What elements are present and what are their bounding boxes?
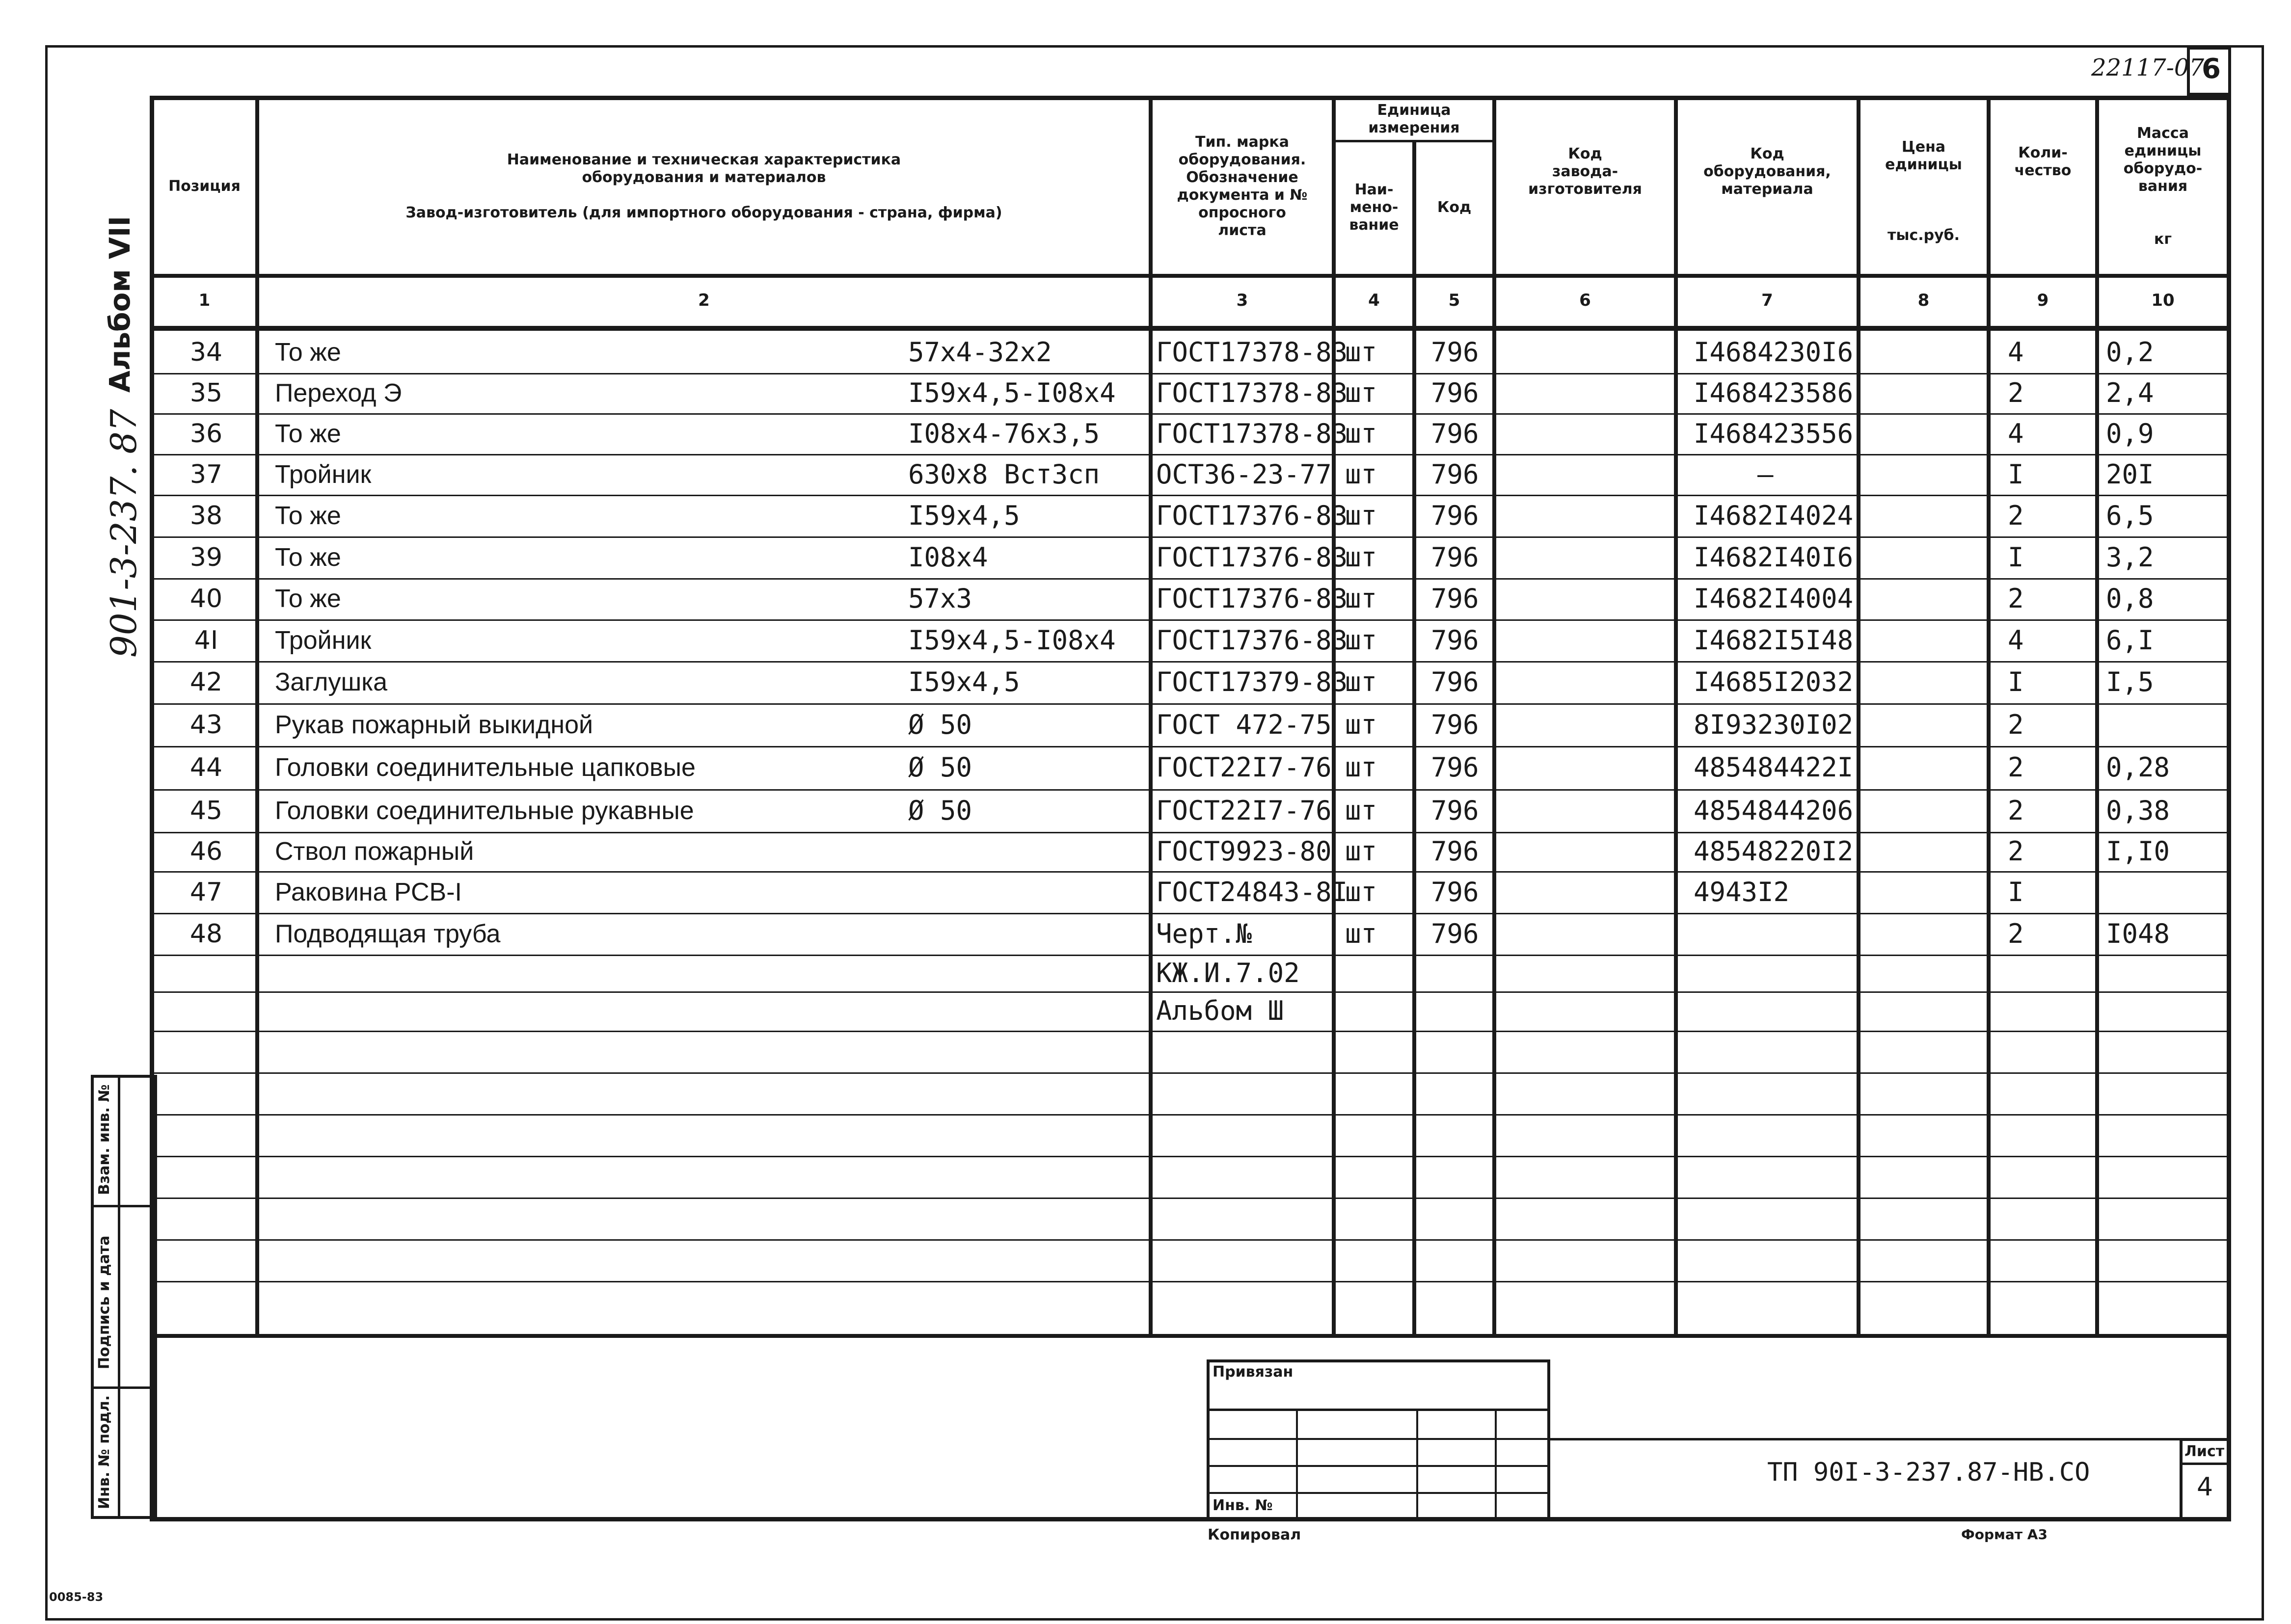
cell-unit-code: 796 bbox=[1431, 542, 1479, 573]
cell-unit-code: 796 bbox=[1431, 583, 1479, 614]
cell-spec: 57х4-32х2 bbox=[908, 337, 1052, 368]
cell-mass: I048 bbox=[2106, 918, 2170, 949]
cell-doc: ОСТ36-23-77 bbox=[1156, 459, 1332, 490]
cell-qty: I bbox=[2008, 666, 2024, 697]
cell-spec: Ø 50 bbox=[908, 752, 972, 783]
cell-spec: 57х3 bbox=[908, 583, 972, 614]
cell-doc: ГОСТ17376-83 bbox=[1156, 583, 1348, 614]
cell-name: Раковина РСВ-I bbox=[275, 878, 462, 906]
cell-mass: 0,38 bbox=[2106, 795, 2170, 826]
col-num-9: 9 bbox=[2037, 291, 2049, 310]
cell-pos: 34 bbox=[189, 338, 223, 367]
cell-unit: шт bbox=[1345, 752, 1377, 783]
cell-qty: 4 bbox=[2008, 337, 2024, 368]
cell-unit: шт bbox=[1345, 795, 1377, 826]
cell-pos: 37 bbox=[189, 460, 223, 489]
cell-doc: ГОСТ22I7-76 bbox=[1156, 752, 1332, 783]
cell-unit-code: 796 bbox=[1431, 709, 1479, 740]
cell-qty: I bbox=[2008, 877, 2024, 907]
cell-qty: I bbox=[2008, 459, 2024, 490]
cell-qty: 2 bbox=[2008, 709, 2024, 740]
cell-pos: 47 bbox=[189, 878, 223, 907]
cell-qty: 2 bbox=[2008, 795, 2024, 826]
cell-mat-code: 4854844206 bbox=[1694, 795, 1854, 826]
cell-mass: 0,9 bbox=[2106, 418, 2154, 449]
cell-mat-code: 48548220I2 bbox=[1694, 836, 1854, 867]
cell-name: Тройник bbox=[275, 460, 372, 489]
cell-pos: 44 bbox=[189, 753, 223, 782]
col-header-4: Наи- мено- вание bbox=[1349, 181, 1399, 234]
cell-mat-code: I4682I4024 bbox=[1694, 500, 1854, 531]
unit-group-header: Единица измерения bbox=[1368, 101, 1460, 136]
cell-mat-code: I4682I40I6 bbox=[1694, 542, 1854, 573]
col-num-6: 6 bbox=[1579, 291, 1591, 310]
col-header-8: Цена единицы тыс.руб. bbox=[1885, 138, 1962, 244]
col-header-10: Масса единицы оборудо- вания кг bbox=[2123, 125, 2203, 248]
cell-name: Заглушка bbox=[275, 668, 388, 696]
sign-date-label: Подпись и дата bbox=[96, 1235, 113, 1369]
cell-unit: шт bbox=[1345, 337, 1377, 368]
cell-pos: 48 bbox=[189, 919, 223, 949]
print-code: 0085-83 bbox=[49, 1590, 104, 1604]
cell-unit: шт bbox=[1345, 459, 1377, 490]
cell-unit-code: 796 bbox=[1431, 666, 1479, 697]
cell-unit: шт bbox=[1345, 709, 1377, 740]
cell-name: Переход Э bbox=[275, 379, 402, 407]
cell-doc: ГОСТ17378-83 bbox=[1156, 337, 1348, 368]
cell-name: То же bbox=[275, 420, 341, 448]
cell-spec: I59х4,5 bbox=[908, 666, 1020, 697]
cell-spec: I08х4 bbox=[908, 542, 988, 573]
sheet-label: Лист bbox=[2184, 1443, 2225, 1460]
cell-unit-code: 796 bbox=[1431, 795, 1479, 826]
cell-mass: 6,5 bbox=[2106, 500, 2154, 531]
col-num-10: 10 bbox=[2151, 291, 2175, 310]
cell-pos: 40 bbox=[189, 584, 223, 613]
doc-designation: ТП 90I-3-237.87-НВ.СО bbox=[1767, 1458, 2090, 1487]
cell-qty: 4 bbox=[2008, 625, 2024, 656]
cell-unit-code: 796 bbox=[1431, 337, 1479, 368]
cell-mat-code: I4682I5I48 bbox=[1694, 625, 1854, 656]
inv-label: Инв. № bbox=[1213, 1497, 1273, 1514]
cell-doc: КЖ.И.7.02 bbox=[1156, 958, 1300, 988]
cell-name: Подводящая труба bbox=[275, 920, 501, 948]
cell-doc: ГОСТ17379-83 bbox=[1156, 666, 1348, 697]
cell-pos: 42 bbox=[189, 667, 223, 697]
cell-name: Головки соединительные рукавные bbox=[275, 797, 694, 825]
cell-mat-code: I4682I4004 bbox=[1694, 583, 1854, 614]
col-header-5: Код bbox=[1437, 198, 1472, 216]
cell-unit: шт bbox=[1345, 500, 1377, 531]
cell-mat-code: 4943I2 bbox=[1694, 877, 1790, 907]
col-header-9: Коли- чество bbox=[2014, 144, 2072, 179]
cell-mass: 3,2 bbox=[2106, 542, 2154, 573]
col-header-1: Позиция bbox=[168, 178, 241, 195]
cell-mat-code: I4685I2032 bbox=[1694, 666, 1854, 697]
copied-by: Копировал bbox=[1208, 1526, 1301, 1544]
col-num-4: 4 bbox=[1368, 291, 1380, 310]
col-header-6: Код завода- изготовителя bbox=[1528, 145, 1642, 198]
cell-pos: 39 bbox=[189, 543, 223, 572]
cell-qty: 2 bbox=[2008, 377, 2024, 408]
doc-code: 22117-07 bbox=[2091, 54, 2204, 81]
cell-name: Тройник bbox=[275, 626, 372, 655]
cell-mass: I,5 bbox=[2106, 666, 2154, 697]
cell-pos: 36 bbox=[189, 419, 223, 449]
cell-spec: Ø 50 bbox=[908, 795, 972, 826]
cell-doc: ГОСТ17378-83 bbox=[1156, 377, 1348, 408]
cell-doc: ГОСТ 472-75 bbox=[1156, 709, 1332, 740]
cell-unit: шт bbox=[1345, 625, 1377, 656]
cell-mat-code: I468423556 bbox=[1694, 418, 1854, 449]
cell-doc: Черт.№ bbox=[1156, 918, 1252, 949]
cell-doc: ГОСТ9923-80 bbox=[1156, 836, 1332, 867]
cell-unit: шт bbox=[1345, 666, 1377, 697]
col-header-2: Наименование и техническая характеристика оборудования и материалов Завод-изготовитель (для импортного оборудования - страна, фирма) bbox=[405, 151, 1002, 221]
cell-pos: 43 bbox=[189, 710, 223, 740]
format-label: Формат А3 bbox=[1961, 1526, 2048, 1543]
cell-qty: 4 bbox=[2008, 418, 2024, 449]
cell-mass: 6,I bbox=[2106, 625, 2154, 656]
cell-unit-code: 796 bbox=[1431, 500, 1479, 531]
project-code: 901-3-237. 87 bbox=[103, 409, 144, 658]
cell-unit: шт bbox=[1345, 583, 1377, 614]
cell-mat-code: 485484422I bbox=[1694, 752, 1854, 783]
cell-pos: 45 bbox=[189, 796, 223, 825]
sheet-number: 4 bbox=[2197, 1472, 2213, 1502]
col-num-1: 1 bbox=[198, 291, 211, 310]
cell-unit: шт bbox=[1345, 918, 1377, 949]
replace-inv-label: Взам. инв. № bbox=[96, 1084, 113, 1195]
cell-unit-code: 796 bbox=[1431, 459, 1479, 490]
cell-doc: ГОСТ17376-83 bbox=[1156, 542, 1348, 573]
cell-mat-code: I4684230I6 bbox=[1694, 337, 1854, 368]
cell-unit: шт bbox=[1345, 836, 1377, 867]
cell-qty: 2 bbox=[2008, 752, 2024, 783]
tied-label: Привязан bbox=[1213, 1363, 1294, 1381]
cell-doc: ГОСТ22I7-76 bbox=[1156, 795, 1332, 826]
cell-pos: 38 bbox=[189, 501, 223, 531]
cell-doc: ГОСТ17376-83 bbox=[1156, 625, 1348, 656]
cell-spec: I59х4,5-I08х4 bbox=[908, 377, 1116, 408]
cell-unit: шт bbox=[1345, 542, 1377, 573]
page-number: 6 bbox=[2202, 53, 2221, 85]
cell-name: Ствол пожарный bbox=[275, 837, 474, 866]
cell-doc: ГОСТ17376-83 bbox=[1156, 500, 1348, 531]
cell-unit: шт bbox=[1345, 418, 1377, 449]
cell-unit-code: 796 bbox=[1431, 377, 1479, 408]
col-num-7: 7 bbox=[1761, 291, 1773, 310]
album-label: Альбом VII bbox=[103, 215, 136, 393]
cell-spec: Ø 50 bbox=[908, 709, 972, 740]
cell-mass: 0,8 bbox=[2106, 583, 2154, 614]
cell-spec: 630х8 ВстЗсп bbox=[908, 459, 1100, 490]
col-header-7: Код оборудования, материала bbox=[1703, 145, 1831, 198]
cell-qty: I bbox=[2008, 542, 2024, 573]
cell-unit-code: 796 bbox=[1431, 877, 1479, 907]
cell-mass: I,I0 bbox=[2106, 836, 2170, 867]
inv-orig-label: Инв. № подл. bbox=[96, 1395, 113, 1509]
cell-unit-code: 796 bbox=[1431, 752, 1479, 783]
cell-qty: 2 bbox=[2008, 500, 2024, 531]
col-num-8: 8 bbox=[1917, 291, 1930, 310]
cell-name: То же bbox=[275, 338, 341, 367]
cell-doc: Альбом Ш bbox=[1156, 995, 1284, 1026]
cell-mat-code: – bbox=[1757, 459, 1774, 490]
cell-pos: 4I bbox=[194, 626, 218, 655]
cell-name: То же bbox=[275, 585, 341, 613]
cell-unit: шт bbox=[1345, 877, 1377, 907]
cell-qty: 2 bbox=[2008, 836, 2024, 867]
cell-spec: I59х4,5-I08х4 bbox=[908, 625, 1116, 656]
cell-name: То же bbox=[275, 502, 341, 530]
cell-mat-code: I468423586 bbox=[1694, 377, 1854, 408]
cell-spec: I59х4,5 bbox=[908, 500, 1020, 531]
cell-unit: шт bbox=[1345, 377, 1377, 408]
col-num-5: 5 bbox=[1448, 291, 1460, 310]
cell-mass: 20I bbox=[2106, 459, 2154, 490]
cell-unit-code: 796 bbox=[1431, 625, 1479, 656]
cell-unit-code: 796 bbox=[1431, 418, 1479, 449]
cell-mass: 2,4 bbox=[2106, 377, 2154, 408]
cell-name: Рукав пожарный выкидной bbox=[275, 711, 593, 739]
col-header-3: Тип. марка оборудования. Обозначение документа и № опросного листа bbox=[1177, 133, 1308, 239]
cell-unit-code: 796 bbox=[1431, 918, 1479, 949]
cell-name: То же bbox=[275, 543, 341, 572]
cell-mass: 0,28 bbox=[2106, 752, 2170, 783]
cell-doc: ГОСТ24843-8I bbox=[1156, 877, 1348, 907]
cell-mat-code: 8I93230I02 bbox=[1694, 709, 1854, 740]
cell-name: Головки соединительные цапковые bbox=[275, 753, 696, 782]
cell-pos: 35 bbox=[189, 378, 223, 408]
col-num-3: 3 bbox=[1236, 291, 1248, 310]
cell-doc: ГОСТ17378-83 bbox=[1156, 418, 1348, 449]
cell-pos: 46 bbox=[189, 837, 223, 866]
cell-qty: 2 bbox=[2008, 918, 2024, 949]
col-num-2: 2 bbox=[698, 291, 710, 310]
cell-spec: I08х4-76х3,5 bbox=[908, 418, 1100, 449]
cell-mass: 0,2 bbox=[2106, 337, 2154, 368]
cell-qty: 2 bbox=[2008, 583, 2024, 614]
cell-unit-code: 796 bbox=[1431, 836, 1479, 867]
